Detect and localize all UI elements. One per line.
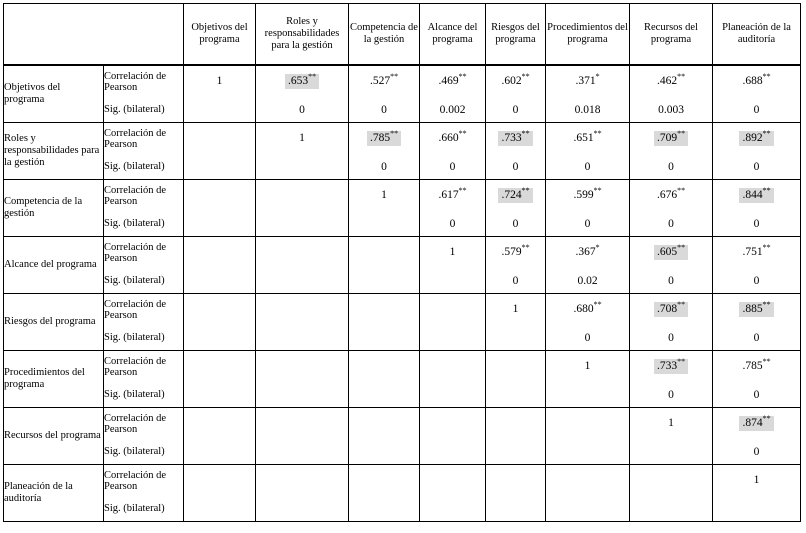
correlation-cell <box>349 351 420 384</box>
table-row-significance <box>4 497 801 522</box>
correlation-cell <box>420 237 486 270</box>
coefficient-value: 1 <box>381 189 387 201</box>
coefficient <box>582 359 594 374</box>
significance-marker: ** <box>762 186 771 196</box>
table-row-significance <box>4 383 801 408</box>
correlation-cell <box>256 465 349 498</box>
significance-cell: 0 <box>630 269 713 294</box>
significance-cell <box>256 326 349 351</box>
significance-cell: 0 <box>256 98 349 123</box>
correlation-cell <box>420 180 486 213</box>
coefficient-value: .602 <box>501 75 522 87</box>
correlation-cell <box>420 351 486 384</box>
correlation-cell <box>420 65 486 98</box>
significance-marker: ** <box>762 300 771 310</box>
correlation-cell <box>184 237 256 270</box>
table-row-significance <box>4 212 801 237</box>
correlation-cell <box>256 123 349 156</box>
coefficient <box>570 302 604 317</box>
coefficient-value: 1 <box>753 474 760 486</box>
coefficient <box>739 245 773 260</box>
stat-label-significance: Sig. (bilateral) <box>104 269 184 294</box>
coefficient <box>447 245 459 260</box>
significance-cell: 0 <box>713 155 801 180</box>
correlation-cell <box>546 465 630 498</box>
correlation-cell <box>420 465 486 498</box>
correlation-cell <box>630 237 713 270</box>
correlation-cell <box>256 294 349 327</box>
stat-label-significance: Sig. (bilateral) <box>104 497 184 522</box>
significance-cell <box>546 383 630 408</box>
correlation-cell <box>256 180 349 213</box>
table-row-significance <box>4 155 801 180</box>
significance-marker: ** <box>458 129 467 139</box>
table-row-significance <box>4 98 801 123</box>
significance-marker: ** <box>458 186 467 196</box>
coefficient-value: 1 <box>216 75 223 87</box>
correlation-cell <box>630 351 713 384</box>
significance-marker: * <box>595 72 600 82</box>
coefficient-value: .733 <box>656 360 678 372</box>
significance-marker: ** <box>593 129 602 139</box>
column-header: Objetivos del programa <box>184 4 256 66</box>
correlation-cell <box>420 123 486 156</box>
significance-marker: ** <box>458 72 467 82</box>
significance-marker: ** <box>677 129 686 139</box>
significance-cell: 0 <box>713 383 801 408</box>
correlation-cell <box>184 65 256 98</box>
coefficient-value: .462 <box>656 75 678 87</box>
column-header: Riesgos del programa <box>486 4 546 66</box>
coefficient-value: 1 <box>512 303 519 315</box>
highlighted-coefficient <box>739 188 773 203</box>
correlation-cell <box>630 294 713 327</box>
coefficient-value: .651 <box>573 132 594 144</box>
significance-cell <box>184 383 256 408</box>
correlation-cell <box>546 408 630 441</box>
table-row-correlation <box>4 351 801 384</box>
stat-label-significance: Sig. (bilateral) <box>104 326 184 351</box>
coefficient-value: 1 <box>584 360 591 372</box>
correlation-cell <box>256 65 349 98</box>
table-body <box>4 65 801 522</box>
correlation-cell <box>184 123 256 156</box>
significance-marker: * <box>595 243 600 253</box>
correlation-cell <box>486 237 546 270</box>
correlation-cell <box>486 65 546 98</box>
significance-cell: 0 <box>420 155 486 180</box>
correlation-cell <box>420 408 486 441</box>
correlation-cell <box>349 465 420 498</box>
significance-cell <box>349 497 420 522</box>
correlation-cell <box>630 465 713 498</box>
stat-label-correlation: Correlación de Pearson <box>104 294 184 327</box>
highlighted-coefficient <box>739 302 773 317</box>
highlighted-coefficient <box>739 131 773 146</box>
stat-label-significance: Sig. (bilateral) <box>104 383 184 408</box>
correlation-cell <box>486 180 546 213</box>
column-header: Procedimientos del programa <box>546 4 630 66</box>
coefficient <box>572 245 602 260</box>
significance-cell <box>420 383 486 408</box>
significance-cell: 0 <box>546 326 630 351</box>
highlighted-coefficient <box>498 131 532 146</box>
significance-cell <box>256 440 349 465</box>
coefficient-value: 1 <box>449 246 456 258</box>
correlation-cell <box>546 180 630 213</box>
coefficient-value: .527 <box>369 75 391 87</box>
coefficient-value: .599 <box>573 189 594 201</box>
correlation-cell <box>713 180 801 213</box>
significance-cell <box>486 383 546 408</box>
coefficient-value: .579 <box>501 246 522 258</box>
coefficient-value: .660 <box>438 132 459 144</box>
coefficient-value: .688 <box>742 75 763 87</box>
coefficient-value: .844 <box>742 189 763 201</box>
correlation-cell <box>349 180 420 213</box>
coefficient-value: .617 <box>438 189 459 201</box>
coefficient-value: 1 <box>668 417 674 429</box>
coefficient-value: .892 <box>742 132 763 144</box>
stat-label-correlation: Correlación de Pearson <box>104 465 184 498</box>
significance-cell: 0.02 <box>546 269 630 294</box>
significance-marker: ** <box>762 357 771 367</box>
correlation-cell <box>486 408 546 441</box>
significance-cell: 0 <box>630 212 713 237</box>
significance-cell: 0 <box>420 212 486 237</box>
stat-label-correlation: Correlación de Pearson <box>104 237 184 270</box>
coefficient <box>510 302 522 317</box>
coefficient <box>572 74 602 89</box>
significance-cell: 0.018 <box>546 98 630 123</box>
significance-marker: ** <box>390 129 399 139</box>
significance-marker: ** <box>677 243 686 253</box>
significance-cell <box>546 440 630 465</box>
stat-label-correlation: Correlación de Pearson <box>104 351 184 384</box>
significance-marker: ** <box>521 129 530 139</box>
correlation-cell <box>349 237 420 270</box>
significance-cell: 0 <box>486 212 546 237</box>
highlighted-coefficient <box>654 131 688 146</box>
coefficient-value: .469 <box>438 75 459 87</box>
significance-marker: ** <box>762 243 771 253</box>
row-variable-name: Roles y responsabilidades para la gestión <box>4 123 104 180</box>
significance-cell <box>420 269 486 294</box>
correlation-cell <box>546 294 630 327</box>
significance-marker: ** <box>521 72 530 82</box>
significance-cell <box>256 155 349 180</box>
correlation-cell <box>630 180 713 213</box>
highlighted-coefficient <box>367 131 401 146</box>
highlighted-coefficient <box>654 302 688 317</box>
row-variable-name: Competencia de la gestión <box>4 180 104 237</box>
correlation-cell <box>486 351 546 384</box>
significance-cell <box>486 440 546 465</box>
significance-cell <box>184 98 256 123</box>
highlighted-coefficient <box>498 188 532 203</box>
table-row-correlation <box>4 465 801 498</box>
column-header: Recursos del programa <box>630 4 713 66</box>
correlation-cell <box>546 237 630 270</box>
significance-marker: ** <box>677 300 686 310</box>
correlation-cell <box>713 465 801 498</box>
highlighted-coefficient <box>739 416 773 431</box>
correlation-cell <box>184 408 256 441</box>
column-header: Alcance del programa <box>420 4 486 66</box>
coefficient <box>435 74 469 89</box>
significance-marker: ** <box>593 300 602 310</box>
significance-cell <box>349 212 420 237</box>
table-row-significance <box>4 440 801 465</box>
row-variable-name: Riesgos del programa <box>4 294 104 351</box>
row-variable-name: Recursos del programa <box>4 408 104 465</box>
significance-cell <box>256 269 349 294</box>
coefficient <box>654 188 688 203</box>
significance-cell <box>420 326 486 351</box>
significance-cell <box>256 497 349 522</box>
significance-cell: 0 <box>486 98 546 123</box>
significance-marker: ** <box>762 72 771 82</box>
significance-cell <box>349 383 420 408</box>
significance-cell <box>256 212 349 237</box>
significance-cell <box>349 269 420 294</box>
coefficient <box>570 131 604 146</box>
correlation-cell <box>349 408 420 441</box>
table-row-correlation <box>4 65 801 98</box>
header-row <box>4 4 801 66</box>
correlation-cell <box>546 65 630 98</box>
significance-marker: ** <box>762 129 771 139</box>
significance-cell <box>713 497 801 522</box>
significance-marker: ** <box>762 414 771 424</box>
significance-cell: 0.002 <box>420 98 486 123</box>
correlation-cell <box>630 123 713 156</box>
column-header: Competencia de la gestión <box>349 4 420 66</box>
significance-cell <box>486 326 546 351</box>
significance-cell: 0 <box>630 155 713 180</box>
correlation-cell <box>184 465 256 498</box>
coefficient <box>665 416 677 431</box>
coefficient-value: .680 <box>573 303 594 315</box>
coefficient-value: .653 <box>287 75 309 87</box>
correlation-cell <box>256 237 349 270</box>
coefficient-value: .785 <box>369 132 391 144</box>
coefficient-value: .676 <box>656 189 678 201</box>
significance-marker: ** <box>521 243 530 253</box>
correlation-cell <box>486 123 546 156</box>
significance-cell <box>420 497 486 522</box>
coefficient <box>214 74 226 89</box>
stat-label-correlation: Correlación de Pearson <box>104 408 184 441</box>
significance-marker: ** <box>677 72 686 82</box>
significance-cell: 0 <box>713 98 801 123</box>
correlation-cell <box>546 351 630 384</box>
row-variable-name: Planeación de la auditoría <box>4 465 104 522</box>
correlation-cell <box>256 351 349 384</box>
coefficient-value: .709 <box>656 132 678 144</box>
coefficient-value: .874 <box>742 417 763 429</box>
coefficient-value: .724 <box>501 189 522 201</box>
significance-cell <box>256 383 349 408</box>
coefficient-value: .605 <box>656 246 678 258</box>
table-row-correlation <box>4 294 801 327</box>
significance-cell: 0.003 <box>630 98 713 123</box>
correlation-cell <box>184 294 256 327</box>
significance-cell <box>349 326 420 351</box>
correlation-cell <box>630 408 713 441</box>
row-variable-name: Procedimientos del programa <box>4 351 104 408</box>
significance-cell: 0 <box>713 440 801 465</box>
correlation-cell <box>256 408 349 441</box>
correlation-cell <box>713 65 801 98</box>
column-header: Roles y responsabilidades para la gestión <box>256 4 349 66</box>
correlation-cell <box>184 180 256 213</box>
significance-cell: 0 <box>546 212 630 237</box>
coefficient <box>498 74 532 89</box>
stat-label-significance: Sig. (bilateral) <box>104 212 184 237</box>
significance-cell <box>184 326 256 351</box>
coefficient <box>367 74 401 89</box>
correlation-cell <box>349 123 420 156</box>
highlighted-coefficient <box>654 359 688 374</box>
coefficient <box>435 131 469 146</box>
correlation-cell <box>420 294 486 327</box>
table-row-significance <box>4 326 801 351</box>
significance-cell: 0 <box>630 383 713 408</box>
significance-marker: ** <box>390 72 399 82</box>
coefficient <box>570 188 604 203</box>
significance-cell <box>184 440 256 465</box>
significance-cell <box>184 212 256 237</box>
stat-label-significance: Sig. (bilateral) <box>104 440 184 465</box>
significance-cell: 0 <box>713 326 801 351</box>
correlation-cell <box>713 237 801 270</box>
significance-marker: ** <box>677 357 686 367</box>
significance-marker: ** <box>521 186 530 196</box>
correlation-cell <box>713 294 801 327</box>
significance-cell <box>486 497 546 522</box>
significance-cell <box>184 269 256 294</box>
coefficient <box>296 131 308 146</box>
significance-cell <box>184 155 256 180</box>
significance-cell: 0 <box>486 155 546 180</box>
significance-marker: ** <box>593 186 602 196</box>
stat-label-significance: Sig. (bilateral) <box>104 98 184 123</box>
coefficient <box>498 245 532 260</box>
significance-cell <box>630 497 713 522</box>
stat-label-correlation: Correlación de Pearson <box>104 123 184 156</box>
coefficient-value: .785 <box>742 360 763 372</box>
significance-marker: ** <box>677 186 686 196</box>
correlation-cell <box>184 351 256 384</box>
significance-cell: 0 <box>630 326 713 351</box>
significance-marker: ** <box>308 72 317 82</box>
coefficient-value: .367 <box>575 246 596 258</box>
significance-cell <box>420 440 486 465</box>
correlation-cell <box>546 123 630 156</box>
correlation-table <box>3 3 801 522</box>
correlation-cell <box>486 465 546 498</box>
stat-label-correlation: Correlación de Pearson <box>104 180 184 213</box>
significance-cell: 0 <box>713 269 801 294</box>
significance-cell <box>184 497 256 522</box>
coefficient-value: .371 <box>575 75 596 87</box>
coefficient <box>751 473 763 488</box>
significance-cell <box>349 440 420 465</box>
significance-cell: 0 <box>349 155 420 180</box>
highlighted-coefficient <box>285 74 319 89</box>
row-variable-name: Objetivos del programa <box>4 65 104 123</box>
coefficient-value: 1 <box>299 132 305 144</box>
significance-cell: 0 <box>546 155 630 180</box>
stat-label-significance: Sig. (bilateral) <box>104 155 184 180</box>
coefficient-value: .751 <box>742 246 763 258</box>
coefficient <box>378 188 390 203</box>
significance-cell: 0 <box>713 212 801 237</box>
coefficient-value: .708 <box>656 303 678 315</box>
correlation-cell <box>713 123 801 156</box>
coefficient-value: .733 <box>501 132 522 144</box>
coefficient <box>739 359 773 374</box>
coefficient <box>654 74 688 89</box>
coefficient <box>435 188 469 203</box>
correlation-cell <box>349 294 420 327</box>
stat-label-correlation: Correlación de Pearson <box>104 65 184 98</box>
correlation-cell <box>713 408 801 441</box>
significance-cell <box>630 440 713 465</box>
header-corner <box>4 4 184 66</box>
row-variable-name: Alcance del programa <box>4 237 104 294</box>
significance-cell: 0 <box>349 98 420 123</box>
correlation-cell <box>486 294 546 327</box>
table-row-correlation <box>4 180 801 213</box>
coefficient <box>739 74 773 89</box>
table-row-correlation <box>4 408 801 441</box>
highlighted-coefficient <box>654 245 688 260</box>
column-header: Planeación de la auditoría <box>713 4 801 66</box>
table-row-significance <box>4 269 801 294</box>
significance-cell <box>546 497 630 522</box>
table-row-correlation <box>4 237 801 270</box>
table-row-correlation <box>4 123 801 156</box>
significance-cell: 0 <box>486 269 546 294</box>
correlation-cell <box>349 65 420 98</box>
correlation-cell <box>630 65 713 98</box>
correlation-cell <box>713 351 801 384</box>
coefficient-value: .885 <box>742 303 763 315</box>
